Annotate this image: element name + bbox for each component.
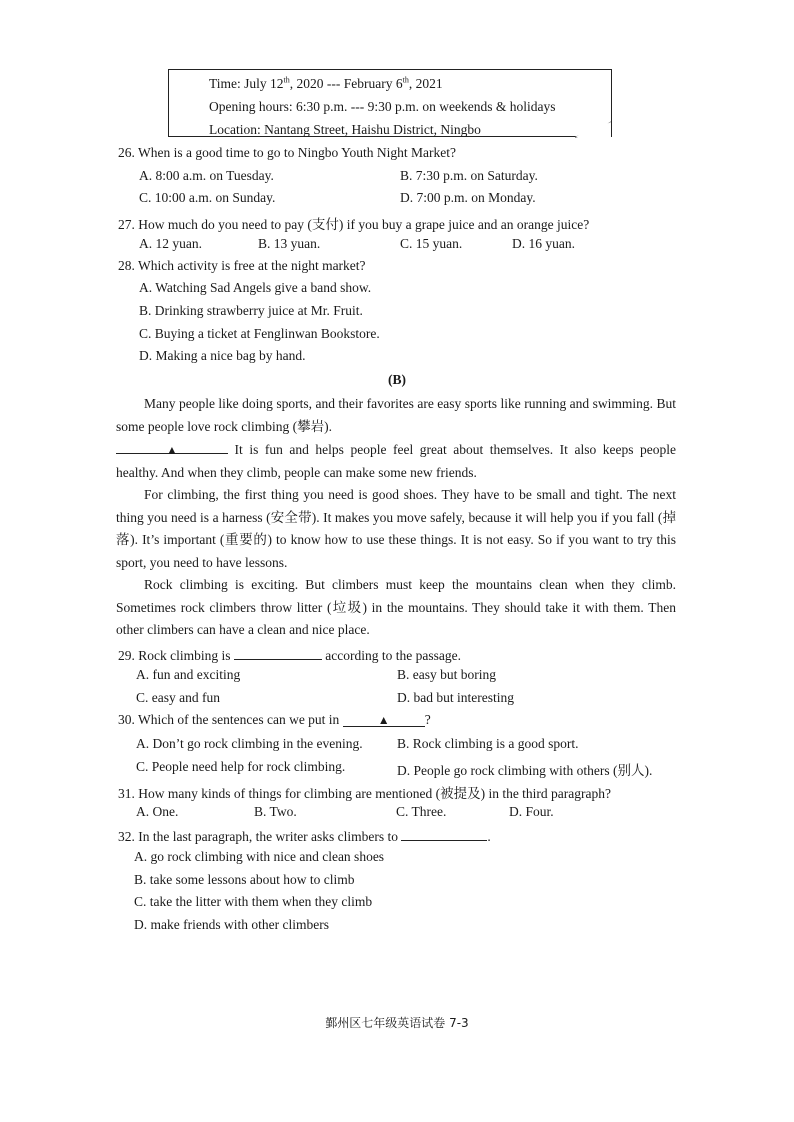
- q28-stem: 28. Which activity is free at the night market?: [118, 258, 366, 273]
- q29-stem: 29. Rock climbing is according to the passage.: [118, 645, 461, 664]
- page-footer: 鄞州区七年级英语试卷 7-3: [325, 1016, 469, 1030]
- triangle-marker-icon: ▲: [377, 713, 390, 727]
- q27-option-a: A. 12 yuan.: [139, 236, 202, 251]
- q32-stem: 32. In the last paragraph, the writer asks climbers to .: [118, 826, 491, 845]
- q32-option-a: A. go rock climbing with nice and clean shoes: [134, 849, 385, 864]
- q32-option-c: C. take the litter with them when they climb: [134, 894, 373, 909]
- q32-blank: [401, 826, 487, 841]
- q30-option-b: B. Rock climbing is a good sport.: [397, 736, 579, 751]
- q26-option-a: A. 8:00 a.m. on Tuesday.: [139, 168, 274, 183]
- passage-paragraph-4: Rock climbing is exciting. But climbers must keep the mountains clean when they climb. Sometimes rock climbers throw litter (垃圾) in the mountains. They should take it with them. Then other climbers can have a clean and nice place.: [116, 577, 676, 637]
- q28-option-b: B. Drinking strawberry juice at Mr. Fruit.: [139, 303, 363, 318]
- q27-option-c: C. 15 yuan.: [400, 236, 463, 251]
- info-time: Time: July 12th, 2020 --- February 6th, 2021: [209, 75, 443, 91]
- q28-option-a: A. Watching Sad Angels give a band show.: [139, 280, 372, 295]
- q29-blank: [234, 645, 322, 660]
- triangle-marker-icon: ▲: [166, 443, 178, 457]
- q30-option-a: A. Don’t go rock climbing in the evening.: [136, 736, 363, 751]
- q27-option-b: B. 13 yuan.: [258, 236, 321, 251]
- page-curl-icon: [573, 120, 613, 138]
- section-heading: (B): [388, 372, 406, 387]
- q31-option-d: D. Four.: [509, 804, 554, 819]
- passage-paragraph-1: Many people like doing sports, and their favorites are easy sports like running and swimming. But some people love rock climbing (攀岩).: [116, 396, 676, 434]
- q30-blank: [343, 712, 425, 727]
- passage-blank: [116, 439, 228, 457]
- q27-stem: 27. How much do you need to pay (支付) if you buy a grape juice and an orange juice?: [118, 217, 590, 232]
- q26-option-c: C. 10:00 a.m. on Sunday.: [139, 190, 276, 205]
- q28-option-d: D. Making a nice bag by hand.: [139, 348, 306, 363]
- q32-option-b: B. take some lessons about how to climb: [134, 872, 355, 887]
- q27-option-d: D. 16 yuan.: [512, 236, 575, 251]
- q26-option-b: B. 7:30 p.m. on Saturday.: [400, 168, 538, 183]
- q30-option-c: C. People need help for rock climbing.: [136, 759, 346, 774]
- q30-option-d: D. People go rock climbing with others (别人).: [397, 763, 653, 778]
- passage-paragraph-2: ▲ It is fun and helps people feel great about themselves. It also keeps people healthy. And when they climb, people can make some new friends.: [116, 439, 676, 484]
- q32-option-d: D. make friends with other climbers: [134, 917, 329, 932]
- info-hours: Opening hours: 6:30 p.m. --- 9:30 p.m. on weekends & holidays: [209, 99, 556, 114]
- q31-stem: 31. How many kinds of things for climbing are mentioned (被提及) in the third paragraph?: [118, 786, 612, 801]
- q31-option-a: A. One.: [136, 804, 179, 819]
- q26-option-d: D. 7:00 p.m. on Monday.: [400, 190, 536, 205]
- q31-option-c: C. Three.: [396, 804, 447, 819]
- info-card: [168, 69, 612, 137]
- q29-option-a: A. fun and exciting: [136, 667, 241, 682]
- q29-option-d: D. bad but interesting: [397, 690, 514, 705]
- q31-option-b: B. Two.: [254, 804, 297, 819]
- q26-stem: 26. When is a good time to go to Ningbo Youth Night Market?: [118, 145, 456, 160]
- q29-option-c: C. easy and fun: [136, 690, 220, 705]
- info-location: Location: Nantang Street, Haishu District, Ningbo: [209, 122, 481, 137]
- q28-option-c: C. Buying a ticket at Fenglinwan Bookstore.: [139, 326, 380, 341]
- passage-paragraph-3: For climbing, the first thing you need is good shoes. They have to be small and tight. The next thing you need is a harness (安全带). It makes you move safely, because it will help you if you fall (掉落). It’s important (重要的) to know how to use these things. It is not easy. So if you want to try this sport, you need to have lessons.: [116, 487, 676, 570]
- q30-stem: 30. Which of the sentences can we put in ▲ ?: [118, 712, 431, 727]
- q29-option-b: B. easy but boring: [397, 667, 496, 682]
